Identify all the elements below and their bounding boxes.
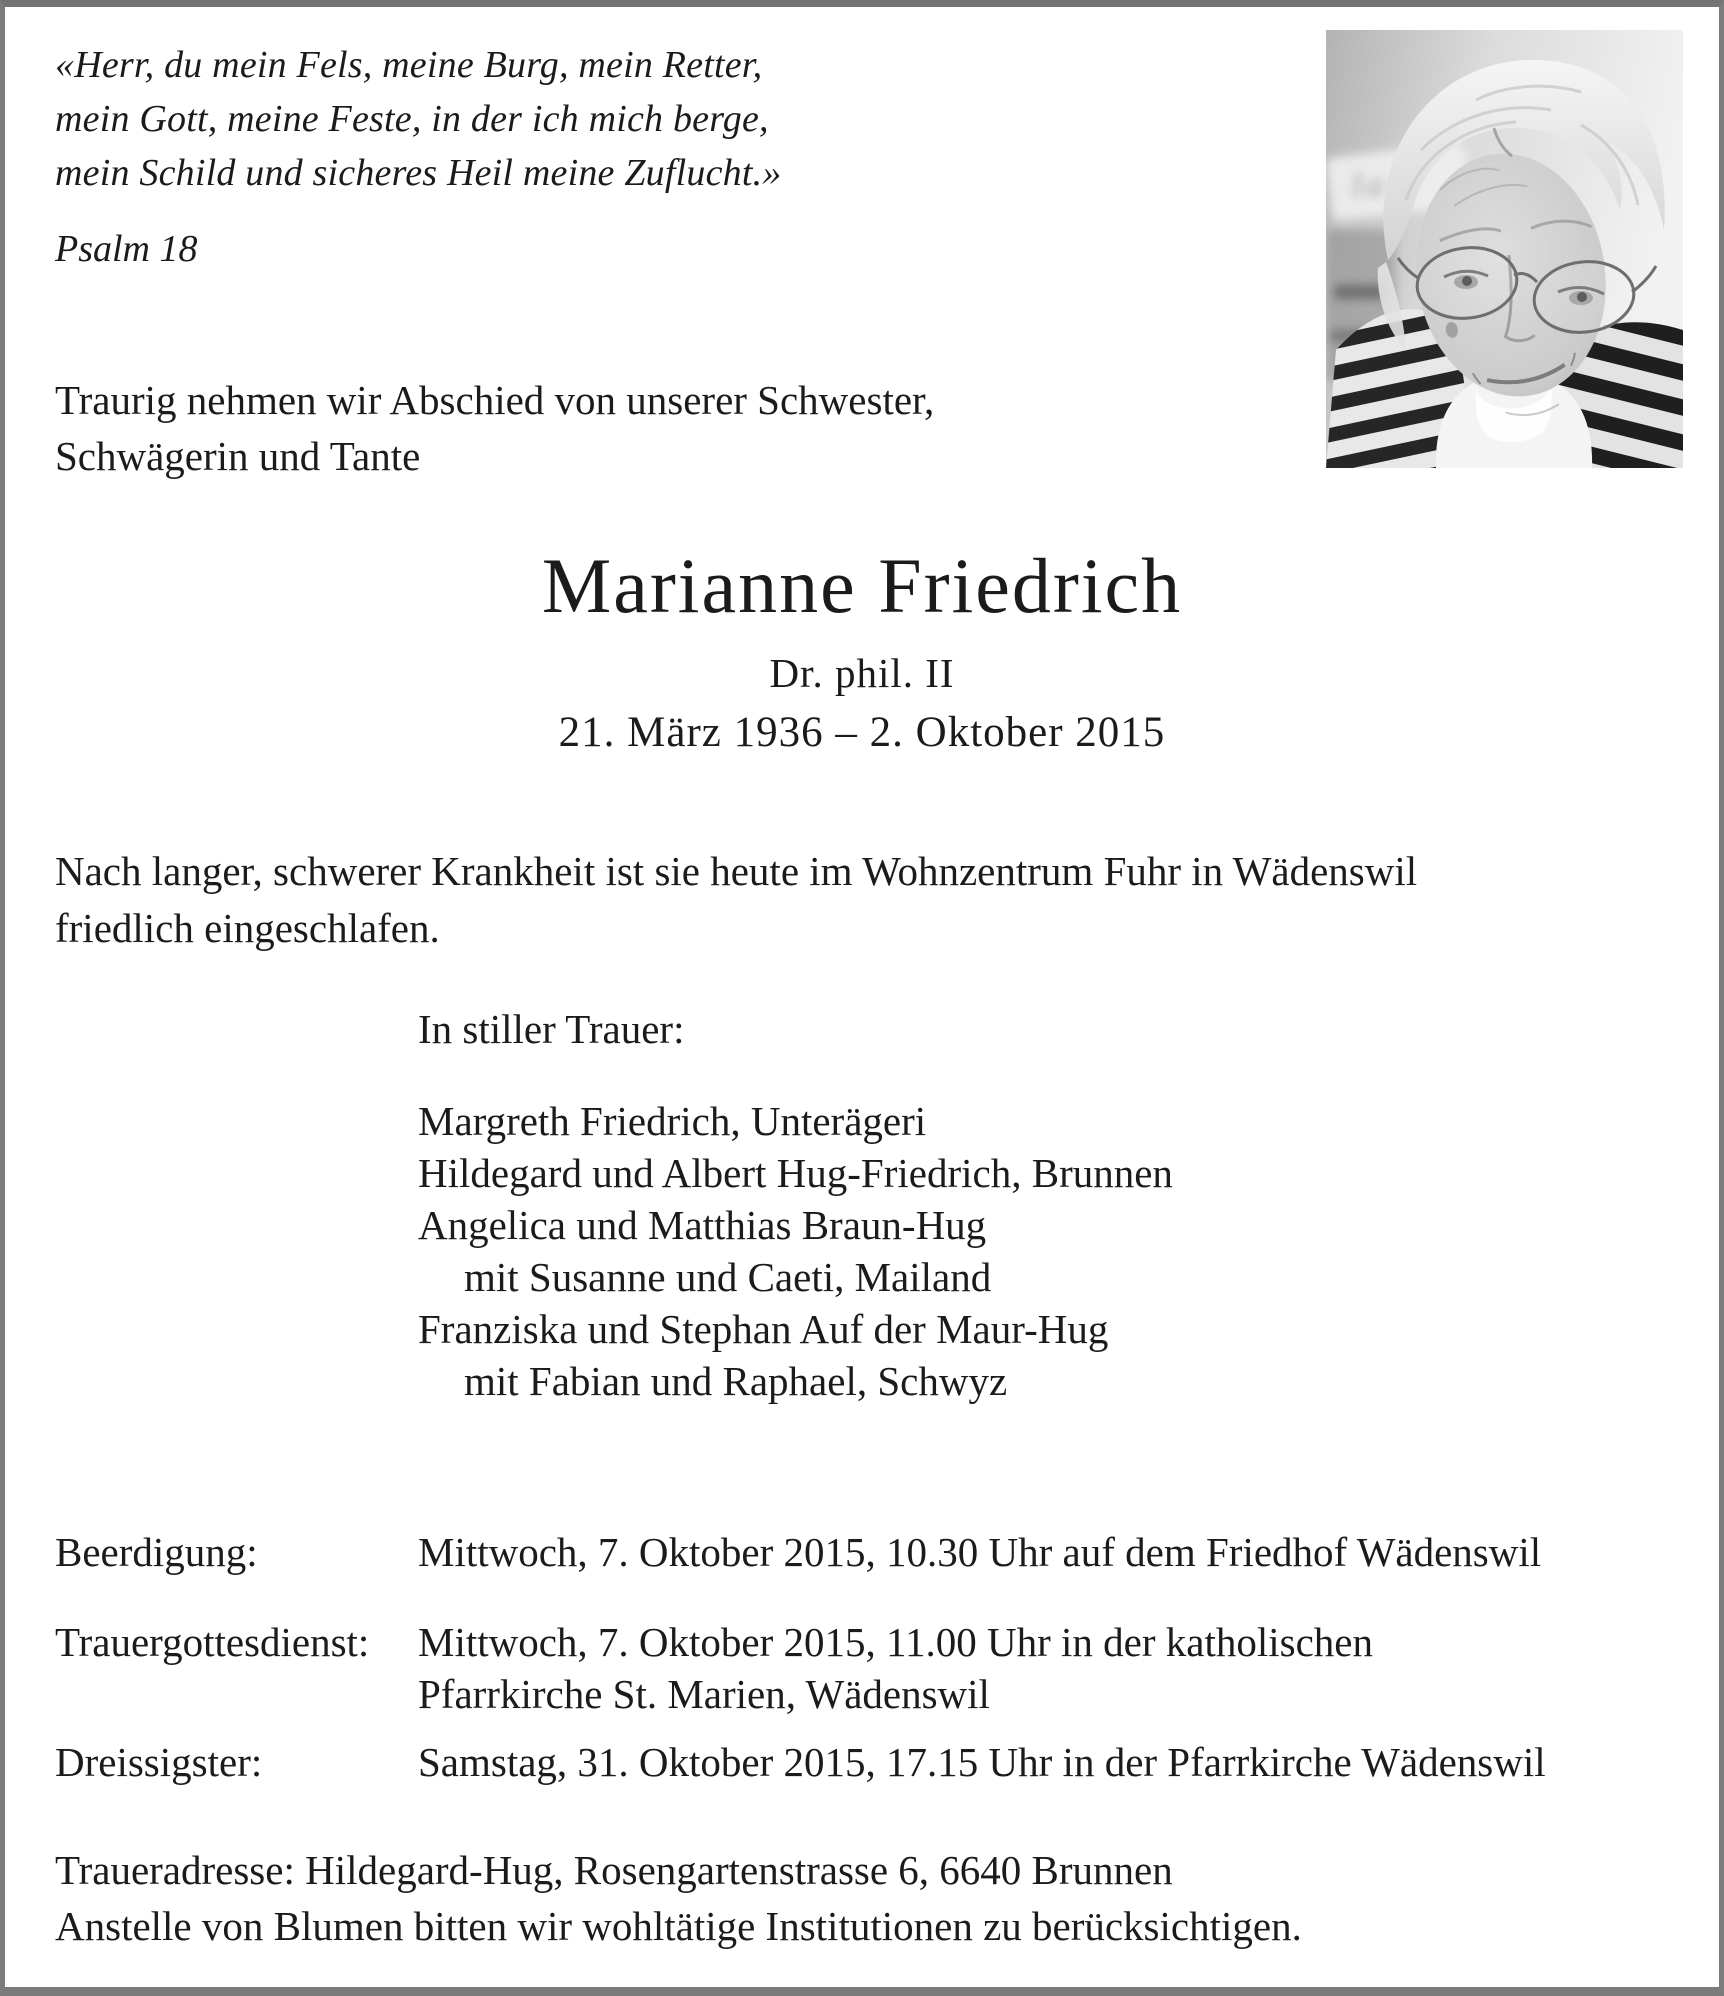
event-value-line: Pfarrkirche St. Marien, Wädenswil [418, 1671, 990, 1717]
svg-text:1a: 1a [1348, 164, 1384, 204]
mourner-item: mit Susanne und Caeti, Mailand [464, 1254, 992, 1300]
academic-title: Dr. phil. II [769, 650, 955, 696]
event-value-line: Mittwoch, 7. Oktober 2015, 11.00 Uhr in der katholischen [418, 1619, 1373, 1665]
event-value [418, 1736, 1546, 1788]
mourner-item: Franziska und Stephan Auf der Maur-Hug [418, 1306, 1109, 1352]
portrait-photo-graphic [1326, 30, 1683, 468]
mourner-item: Margreth Friedrich, Unterägeri [418, 1098, 927, 1144]
event-value-line: Samstag, 31. Oktober 2015, 17.15 Uhr in der Pfarrkirche Wädenswil [418, 1739, 1546, 1785]
mourner-item: Angelica und Matthias Braun-Hug [418, 1202, 987, 1248]
psalm-quote-line: mein Schild und sicheres Heil meine Zuflucht.» [55, 152, 782, 194]
event-value-line: Mittwoch, 7. Oktober 2015, 10.30 Uhr auf dem Friedhof Wädenswil [418, 1529, 1542, 1575]
life-dates: 21. März 1936 – 2. Oktober 2015 [558, 709, 1166, 756]
footer-line: Anstelle von Blumen bitten wir wohltätige Institutionen zu berücksichtigen. [55, 1903, 1302, 1949]
event-value [418, 1526, 1541, 1578]
mourners-list [418, 1095, 1173, 1407]
mourner-item: Hildegard und Albert Hug-Friedrich, Brunnen [418, 1150, 1173, 1196]
announcement-line: friedlich eingeschlafen. [55, 905, 440, 951]
footer-line: Traueradresse: Hildegard-Hug, Rosengartenstrasse 6, 6640 Brunnen [55, 1847, 1173, 1893]
intro-line: Traurig nehmen wir Abschied von unserer Schwester, [55, 377, 935, 423]
portrait-photo [1326, 30, 1683, 468]
footer-text [55, 1842, 1302, 1954]
psalm-quote [55, 38, 782, 200]
mourning-header: In stiller Trauer: [418, 1006, 685, 1052]
event-label: Beerdigung: [55, 1529, 258, 1575]
mourner-item: mit Fabian und Raphael, Schwyz [464, 1358, 1008, 1404]
event-value [418, 1616, 1373, 1720]
deceased-name: Marianne Friedrich [541, 542, 1183, 629]
announcement-text [55, 843, 1417, 957]
psalm-source: Psalm 18 [55, 228, 198, 270]
announcement-line: Nach langer, schwerer Krankheit ist sie heute im Wohnzentrum Fuhr in Wädenswil [55, 848, 1418, 894]
psalm-quote-line: «Herr, du mein Fels, meine Burg, mein Retter, [55, 44, 763, 86]
intro-line: Schwägerin und Tante [55, 433, 421, 479]
event-label: Dreissigster: [55, 1739, 263, 1785]
intro-text [55, 372, 934, 484]
event-label: Trauergottesdienst: [55, 1619, 370, 1665]
psalm-quote-line: mein Gott, meine Feste, in der ich mich berge, [55, 98, 769, 140]
